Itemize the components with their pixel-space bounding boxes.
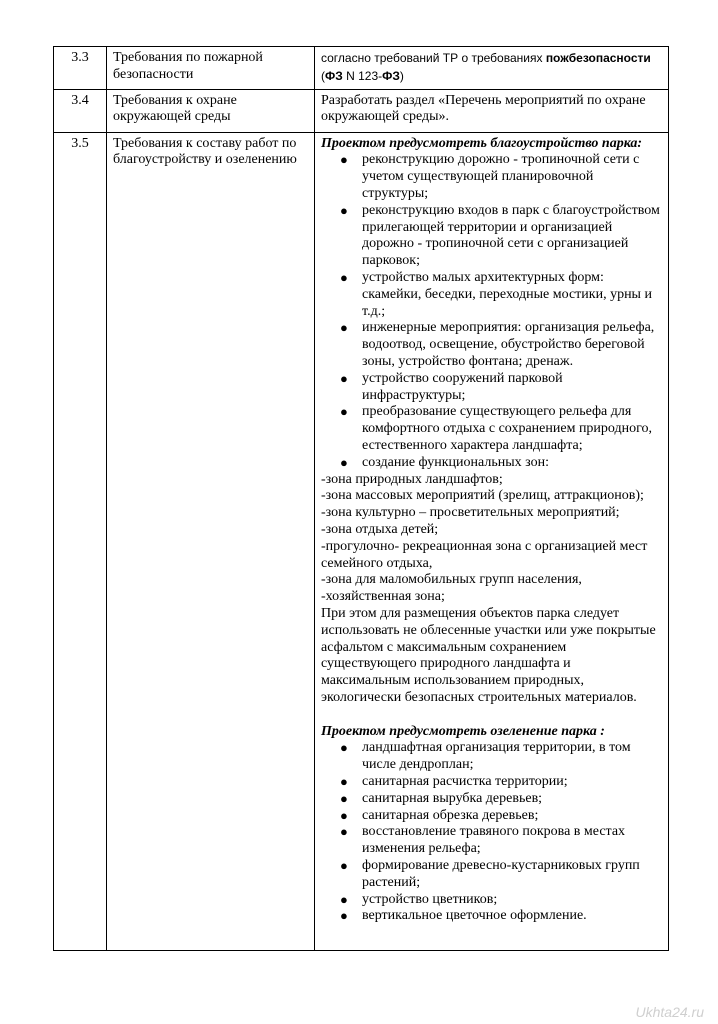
list-item-text: формирование древесно-кустарниковых групп растений; xyxy=(362,858,640,890)
list-item-text: санитарная обрезка деревьев; xyxy=(362,807,539,823)
list-item-text: реконструкцию дорожно - тропиночной сети с учетом существующей планировочной структуры; xyxy=(362,152,640,201)
bullet-icon: ● xyxy=(340,790,348,806)
list-item xyxy=(321,455,663,472)
list-item xyxy=(321,203,663,270)
row-number: 3.5 xyxy=(54,132,107,950)
bullet-icon: ● xyxy=(340,202,348,218)
row-value xyxy=(315,132,669,950)
text-fragment: ) xyxy=(399,68,404,83)
landscaping-heading: Проектом предусмотреть благоустройство парка: xyxy=(321,135,643,151)
materials-paragraph: При этом для размещения объектов парка следует использовать не облесенные участки или уже покрытые асфальтом с максимальным сохранением существующего природного ландшафта и максимальным использованием природных, экологически безопасных строительных материалов. xyxy=(321,605,656,705)
bullet-icon: ● xyxy=(340,891,348,907)
list-item-text: ландшафтная организация территории, в том числе дендроплан; xyxy=(362,740,631,773)
text-fragment: ТР xyxy=(442,51,459,65)
list-item-text: санитарная вырубка деревьев; xyxy=(362,790,543,806)
bullet-icon: ● xyxy=(340,269,348,285)
bullet-icon: ● xyxy=(340,370,348,386)
row-value: Разработать раздел «Перечень мероприятий по охране окружающей среды». xyxy=(315,89,669,132)
list-item xyxy=(321,371,663,405)
greening-list xyxy=(321,740,663,925)
zone-line: -зона природных ландшафтов; xyxy=(321,471,503,487)
greening-heading: Проектом предусмотреть озеленение парка : xyxy=(321,723,605,739)
bullet-icon: ● xyxy=(340,774,348,790)
bullet-icon: ● xyxy=(340,404,348,420)
list-item xyxy=(321,270,663,320)
list-item xyxy=(321,892,663,909)
list-item-text: инженерные мероприятия: организация рельефа, водоотвод, освещение, обустройство береговой зоны, устройство фонтана; дренаж. xyxy=(362,320,655,369)
list-item-text: устройство сооружений парковой инфраструктуры; xyxy=(362,370,563,403)
bullet-icon: ● xyxy=(340,858,348,874)
requirements-table xyxy=(53,46,669,951)
list-item-text: преобразование существующего рельефа для комфортного отдыха с сохранением природного, естественного характера ландшафта; xyxy=(362,404,653,453)
row-number: 3.3 xyxy=(54,47,107,90)
list-item xyxy=(321,320,663,370)
table-row xyxy=(54,132,669,950)
bullet-icon: ● xyxy=(340,740,348,756)
list-item xyxy=(321,858,663,892)
list-item xyxy=(321,791,663,808)
list-item-text: устройство малых архитектурных форм: скамейки, беседки, переходные мостики, урны и т.д.; xyxy=(362,269,652,319)
bullet-icon: ● xyxy=(340,454,348,470)
bullet-icon: ● xyxy=(340,908,348,924)
site-watermark: Ukhta24.ru xyxy=(635,1004,704,1020)
list-item xyxy=(321,404,663,454)
zone-line: -зона массовых мероприятий (зрелищ, аттракционов); xyxy=(321,488,644,504)
text-fragment: ФЗ xyxy=(382,68,400,83)
row-value xyxy=(315,47,669,90)
list-item xyxy=(321,808,663,825)
bullet-icon: ● xyxy=(340,807,348,823)
text-fragment: ( xyxy=(321,68,325,83)
landscaping-list xyxy=(321,152,663,471)
zone-line: -зона отдыха детей; xyxy=(321,521,439,537)
table-row xyxy=(54,47,669,90)
list-item-text: устройство цветников; xyxy=(362,891,498,907)
zone-line: -зона культурно – просветительных мероприятий; xyxy=(321,505,620,521)
list-item xyxy=(321,152,663,202)
list-item-text: реконструкцию входов в парк с благоустройством прилегающей территории и организацией дорожно - тропиночной сети с организацией парковок; xyxy=(362,202,660,269)
list-item-text: создание функциональных зон: xyxy=(362,454,549,470)
zone-line: -прогулочно- рекреационная зона с организацией мест семейного отдыха, xyxy=(321,538,648,571)
table-row xyxy=(54,89,669,132)
row-title: Требования к охране окружающей среды xyxy=(107,89,315,132)
list-item xyxy=(321,740,663,774)
zone-line: -хозяйственная зона; xyxy=(321,589,445,605)
text-fragment: о требованиях xyxy=(458,51,546,65)
bullet-icon: ● xyxy=(340,152,348,168)
list-item xyxy=(321,824,663,858)
list-item xyxy=(321,908,663,925)
list-item-text: санитарная расчистка территории; xyxy=(362,774,568,790)
row-title: Требования к составу работ по благоустройству и озеленению xyxy=(107,132,315,950)
text-fragment: пожбезопасности xyxy=(545,51,651,65)
text-fragment: ФЗ xyxy=(325,68,343,83)
text-fragment: N 123- xyxy=(342,68,383,83)
spacer xyxy=(321,707,663,724)
bullet-icon: ● xyxy=(340,320,348,336)
bullet-icon: ● xyxy=(340,824,348,840)
row-number: 3.4 xyxy=(54,89,107,132)
text-fragment: согласно требований xyxy=(321,51,443,65)
list-item-text: восстановление травяного покрова в местах изменения рельефа; xyxy=(362,824,626,857)
zone-line: -зона для маломобильных групп населения, xyxy=(321,572,582,588)
list-item-text: вертикальное цветочное оформление. xyxy=(362,908,587,924)
row-title: Требования по пожарной безопасности xyxy=(107,47,315,90)
list-item xyxy=(321,774,663,791)
